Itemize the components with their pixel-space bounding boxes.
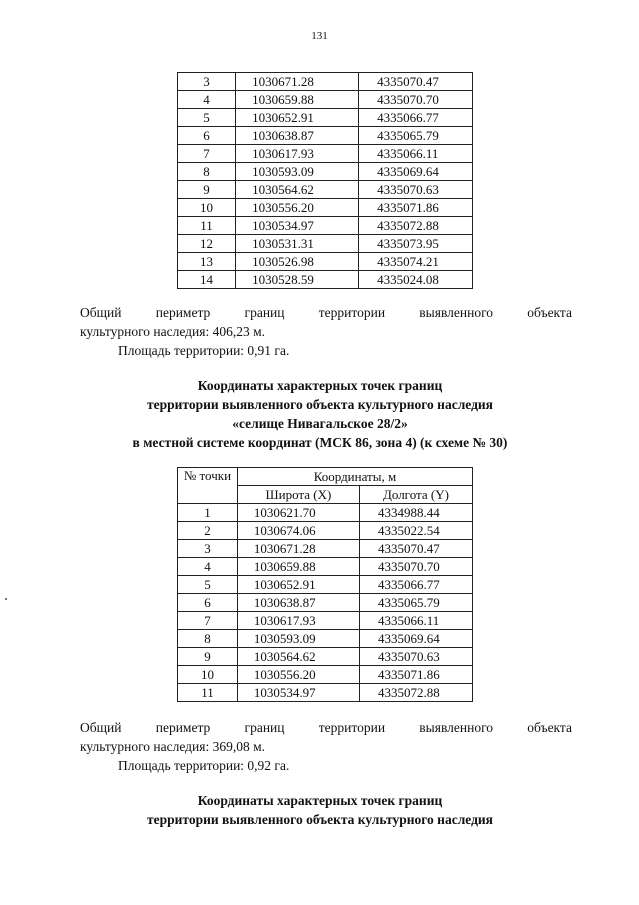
table-row: [178, 504, 473, 522]
table-row: [178, 181, 473, 199]
latitude-cell: 1030556.20: [236, 199, 359, 217]
area-text-2: Площадь территории: 0,92 га.: [118, 758, 290, 773]
table-row: [178, 522, 473, 540]
latitude-cell: 1030671.28: [236, 73, 359, 91]
page-number: 131: [311, 30, 328, 42]
longitude-cell: 4335069.64: [359, 630, 472, 648]
point-number-cell: 6: [178, 127, 236, 145]
point-number-cell: 8: [178, 630, 238, 648]
table-row: [178, 73, 473, 91]
perimeter-text-2: Общий периметр границ территории выявленного объекта: [80, 720, 572, 735]
longitude-cell: 4335070.63: [359, 648, 472, 666]
latitude-cell: 1030593.09: [237, 630, 359, 648]
latitude-cell: 1030593.09: [236, 163, 359, 181]
section-heading-line3: «селище Нивагальское 28/2»: [232, 416, 408, 431]
longitude-cell: 4335072.88: [359, 684, 472, 702]
latitude-cell: 1030564.62: [236, 181, 359, 199]
latitude-cell: 1030638.87: [237, 594, 359, 612]
point-number-cell: 11: [178, 217, 236, 235]
area-text-1: Площадь территории: 0,91 га.: [118, 343, 290, 358]
perimeter-text-1-cont: культурного наследия: 406,23 м.: [80, 324, 266, 339]
longitude-cell: 4335070.47: [359, 73, 473, 91]
point-number-cell: 3: [178, 73, 236, 91]
point-number-cell: 9: [178, 181, 236, 199]
longitude-cell: 4335066.77: [359, 576, 472, 594]
header-coordinates: Координаты, м: [237, 468, 472, 486]
point-number-cell: 5: [178, 576, 238, 594]
latitude-cell: 1030652.91: [236, 109, 359, 127]
point-number-cell: 11: [178, 684, 238, 702]
table-row: [178, 558, 473, 576]
table-row: [178, 271, 473, 289]
longitude-cell: 4335070.63: [359, 181, 473, 199]
latitude-cell: 1030674.06: [237, 522, 359, 540]
table-row: [178, 666, 473, 684]
latitude-cell: 1030526.98: [236, 253, 359, 271]
coordinates-table-body: [178, 504, 473, 702]
scan-mark: [5, 598, 7, 600]
longitude-cell: 4335066.11: [359, 145, 473, 163]
longitude-cell: 4335024.08: [359, 271, 473, 289]
point-number-cell: 8: [178, 163, 236, 181]
point-number-cell: 12: [178, 235, 236, 253]
section-heading-2-line1: Координаты характерных точек границ: [197, 793, 443, 808]
table-row: [178, 630, 473, 648]
table-row: [178, 217, 473, 235]
header-point-number: № точки: [178, 468, 238, 504]
latitude-cell: 1030659.88: [236, 91, 359, 109]
table-row: [178, 648, 473, 666]
coordinates-table-continued: [177, 72, 473, 289]
point-number-cell: 1: [178, 504, 238, 522]
longitude-cell: 4335070.47: [359, 540, 472, 558]
point-number-cell: 4: [178, 91, 236, 109]
table-row: [178, 576, 473, 594]
longitude-cell: 4335070.70: [359, 558, 472, 576]
table-row: [178, 91, 473, 109]
point-number-cell: 3: [178, 540, 238, 558]
table-row: [178, 253, 473, 271]
latitude-cell: 1030671.28: [237, 540, 359, 558]
point-number-cell: 10: [178, 666, 238, 684]
table-row: [178, 594, 473, 612]
point-number-cell: 10: [178, 199, 236, 217]
point-number-cell: 14: [178, 271, 236, 289]
longitude-cell: 4335066.77: [359, 109, 473, 127]
longitude-cell: 4335074.21: [359, 253, 473, 271]
perimeter-text-2-cont: культурного наследия: 369,08 м.: [80, 739, 266, 754]
longitude-cell: 4335070.70: [359, 91, 473, 109]
latitude-cell: 1030652.91: [237, 576, 359, 594]
table-row: [178, 127, 473, 145]
latitude-cell: 1030531.31: [236, 235, 359, 253]
section-heading-line2: территории выявленного объекта культурного наследия: [146, 397, 493, 412]
longitude-cell: 4335069.64: [359, 163, 473, 181]
point-number-cell: 9: [178, 648, 238, 666]
longitude-cell: 4335071.86: [359, 199, 473, 217]
header-latitude: Широта (X): [237, 486, 359, 504]
latitude-cell: 1030534.97: [236, 217, 359, 235]
point-number-cell: 2: [178, 522, 238, 540]
table-row: [178, 235, 473, 253]
latitude-cell: 1030638.87: [236, 127, 359, 145]
table-row: [178, 684, 473, 702]
point-number-cell: 13: [178, 253, 236, 271]
longitude-cell: 4335072.88: [359, 217, 473, 235]
longitude-cell: 4335073.95: [359, 235, 473, 253]
longitude-cell: 4334988.44: [359, 504, 472, 522]
perimeter-text-1: Общий периметр границ территории выявленного объекта: [80, 305, 572, 320]
latitude-cell: 1030556.20: [237, 666, 359, 684]
latitude-cell: 1030534.97: [237, 684, 359, 702]
header-longitude: Долгота (Y): [359, 486, 472, 504]
coordinates-table-body: [178, 73, 473, 289]
table-row: [178, 612, 473, 630]
longitude-cell: 4335065.79: [359, 594, 472, 612]
section-heading-line4: в местной системе координат (МСК 86, зона 4) (к схеме № 30): [132, 435, 508, 450]
point-number-cell: 5: [178, 109, 236, 127]
point-number-cell: 4: [178, 558, 238, 576]
point-number-cell: 7: [178, 145, 236, 163]
longitude-cell: 4335071.86: [359, 666, 472, 684]
point-number-cell: 7: [178, 612, 238, 630]
section-heading-line1: Координаты характерных точек границ: [197, 378, 443, 393]
latitude-cell: 1030621.70: [237, 504, 359, 522]
table-row: [178, 109, 473, 127]
latitude-cell: 1030564.62: [237, 648, 359, 666]
latitude-cell: 1030617.93: [237, 612, 359, 630]
table-row: [178, 163, 473, 181]
point-number-cell: 6: [178, 594, 238, 612]
table-row: [178, 199, 473, 217]
longitude-cell: 4335022.54: [359, 522, 472, 540]
table-row: [178, 540, 473, 558]
latitude-cell: 1030528.59: [236, 271, 359, 289]
longitude-cell: 4335065.79: [359, 127, 473, 145]
latitude-cell: 1030659.88: [237, 558, 359, 576]
coordinates-table: [177, 467, 473, 702]
longitude-cell: 4335066.11: [359, 612, 472, 630]
section-heading-2-line2: территории выявленного объекта культурного наследия: [146, 812, 493, 827]
latitude-cell: 1030617.93: [236, 145, 359, 163]
table-row: [178, 145, 473, 163]
